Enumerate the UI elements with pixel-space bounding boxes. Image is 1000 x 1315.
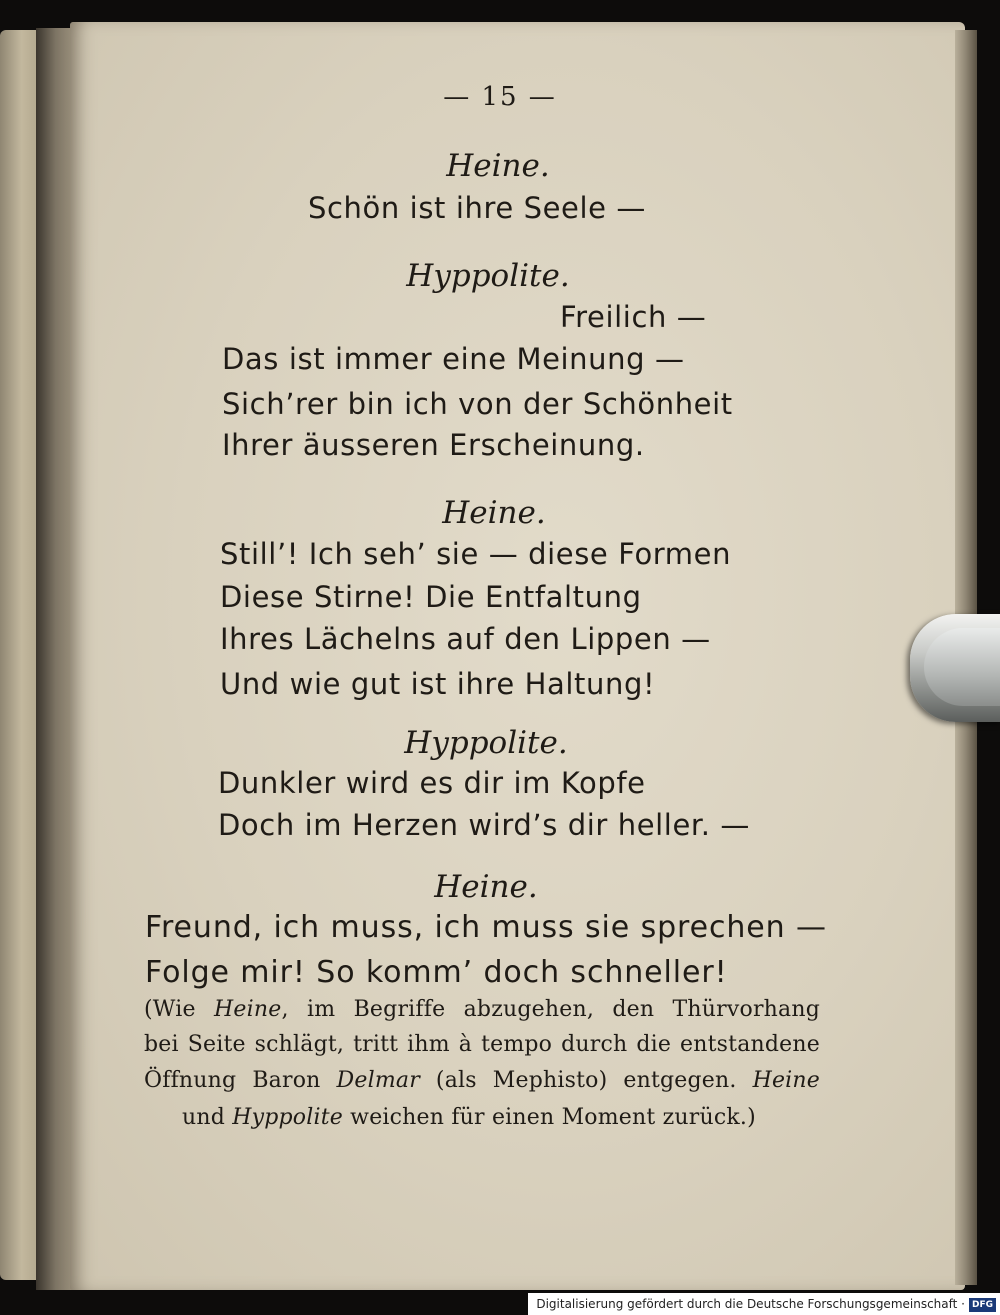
digitization-credit	[528, 1293, 1000, 1315]
speaker-hyppolite: Hyppolite.	[404, 725, 568, 761]
glass-page-clip-highlight	[924, 628, 1000, 706]
speaker-heine: Heine.	[446, 148, 550, 184]
page-number: — 15 —	[443, 82, 557, 112]
speaker-hyppolite: Hyppolite.	[406, 258, 570, 294]
stage-text: Öffnung Baron	[144, 1068, 337, 1093]
stage-text: (Wie	[144, 997, 214, 1022]
stage-direction-line: bei Seite schlägt, tritt ihm à tempo durch die entstandene	[144, 1032, 820, 1057]
stage-text: und	[182, 1105, 233, 1130]
verse-line: Diese Stirne! Die Entfaltung	[220, 580, 642, 614]
stage-character-name: Heine	[214, 997, 282, 1022]
stage-character-name: Hyppolite	[232, 1105, 343, 1130]
stage-text: , im Begriffe abzugehen, den Thürvorhang	[281, 997, 820, 1022]
verse-line: Dunkler wird es dir im Kopfe	[218, 766, 646, 800]
verse-line: Das ist immer eine Meinung —	[222, 342, 685, 376]
stage-character-name: Heine	[752, 1068, 820, 1093]
stage-text: (als Mephisto) entgegen.	[419, 1068, 753, 1093]
dfg-logo: DFG	[969, 1298, 996, 1312]
verse-line: Und wie gut ist ihre Haltung!	[220, 667, 656, 701]
verse-line: Freund, ich muss, ich muss sie sprechen —	[145, 910, 827, 945]
verse-line: Freilich —	[560, 300, 707, 334]
glass-page-clip	[910, 614, 1000, 722]
stage-character-name: Delmar	[336, 1068, 420, 1093]
speaker-heine: Heine.	[442, 495, 546, 531]
verse-line: Ihres Lächelns auf den Lippen —	[220, 622, 711, 656]
verse-line: Ihrer äusseren Erscheinung.	[222, 428, 645, 462]
speaker-heine: Heine.	[434, 869, 538, 905]
stage-direction-line	[144, 997, 820, 1022]
verse-line: Still’! Ich seh’ sie — diese Formen	[220, 537, 732, 571]
stage-direction-line	[144, 1068, 820, 1093]
stage-direction-line	[182, 1105, 756, 1130]
verse-line: Doch im Herzen wird’s dir heller. —	[218, 808, 750, 842]
verse-line: Schön ist ihre Seele —	[308, 191, 647, 225]
credit-text: Digitalisierung gefördert durch die Deutsche Forschungsgemeinschaft ·	[536, 1297, 965, 1311]
stage-text: weichen für einen Moment zurück.)	[342, 1105, 756, 1130]
verse-line: Folge mir! So komm’ doch schneller!	[145, 955, 728, 990]
verse-line: Sich’rer bin ich von der Schönheit	[222, 387, 733, 421]
